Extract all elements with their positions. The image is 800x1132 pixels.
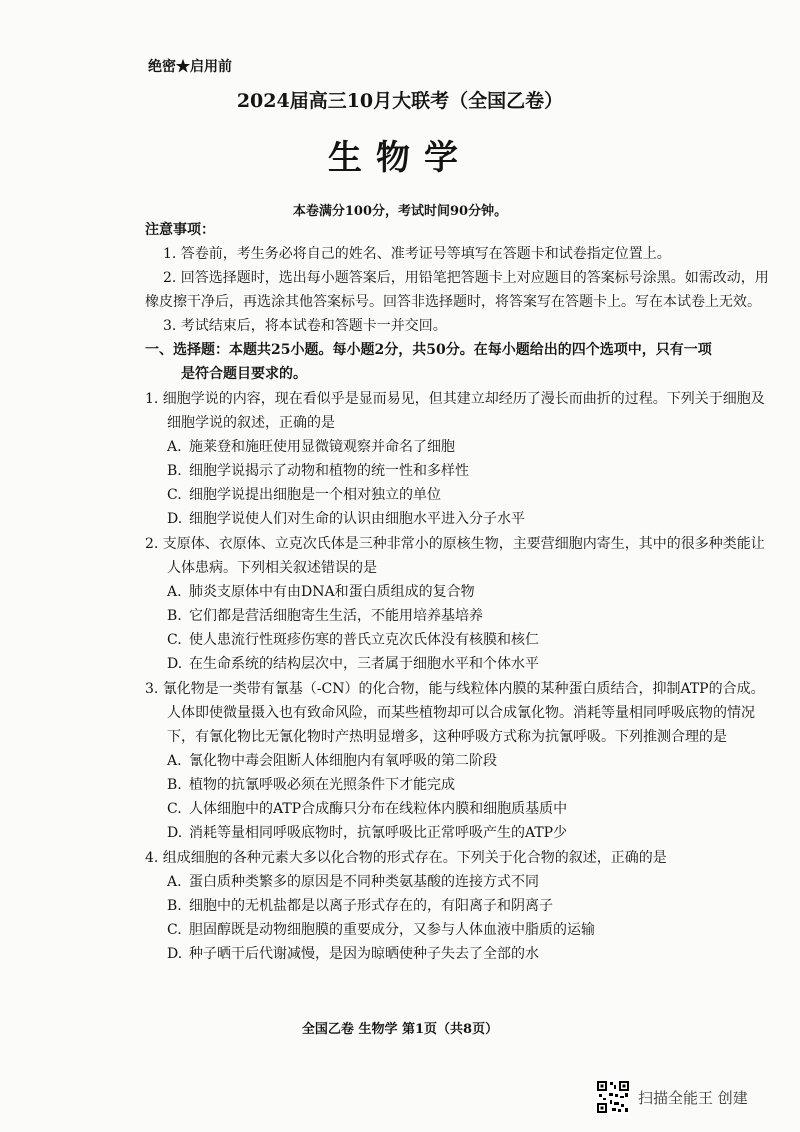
option-b — [145, 604, 770, 628]
option-label: D. — [167, 946, 183, 962]
question-3 — [145, 677, 770, 845]
option-a — [145, 435, 770, 459]
option-label: A. — [167, 753, 182, 769]
notice-item: 3. 考试结束后，将本试卷和答题卡一并交回。 — [163, 318, 447, 334]
notice-item: 1. 答卷前，考生务必将自己的姓名、准考证号等填写在答题卡和试卷指定位置上。 — [163, 246, 671, 262]
notice-heading: 注意事项： — [145, 222, 215, 238]
notice-item: 2. 回答选择题时，选出每小题答案后，用铅笔把答题卡上对应题目的答案标号涂黑。如需改动，用橡皮擦干净后，再选涂其他答案标号。回答非选择题时，将答案写在答题卡上。写在本试卷上无效。 — [145, 270, 769, 310]
section-heading-line: 一、选择题：本题共25小题。每小题2分，共50分。在每小题给出的四个选项中，只有一项 — [145, 342, 712, 358]
option-label: D. — [167, 825, 183, 841]
section-heading-line: 是符合题目要求的。 — [181, 366, 307, 382]
confidential-label: 绝密★启用前 — [148, 59, 232, 75]
option-label: A. — [167, 439, 182, 455]
option-text: 细胞学说提出细胞是一个相对独立的单位 — [189, 487, 441, 503]
option-label: C. — [167, 632, 182, 648]
option-label: D. — [167, 511, 183, 527]
option-a — [145, 580, 770, 604]
option-a — [145, 870, 770, 894]
option-text: 细胞学说使人们对生命的认识由细胞水平进入分子水平 — [189, 511, 525, 527]
option-text: 它们都是营活细胞寄生生活，不能用培养基培养 — [189, 608, 483, 624]
option-c — [145, 918, 770, 942]
question-stem: 3. 氰化物是一类带有氰基（-CN）的化合物，能与线粒体内膜的某种蛋白质结合，抑制ATP的合成。人体即使微量摄入也有致命风险，而某些植物却可以合成氰化物。消耗等量相同呼吸底物的情况下，有氰化物比无氰化物时产热明显增多，这种呼吸方式称为抗氰呼吸。下列推测合理的是 — [145, 681, 765, 745]
option-label: C. — [167, 801, 182, 817]
option-label: B. — [167, 608, 182, 624]
option-text: 种子晒干后代谢减慢，是因为晾晒使种子失去了全部的水 — [189, 946, 539, 962]
option-d — [145, 652, 770, 676]
option-label: B. — [167, 463, 182, 479]
option-label: D. — [167, 656, 183, 672]
question-2 — [145, 532, 770, 676]
qr-code-icon — [596, 1080, 630, 1114]
option-b — [145, 894, 770, 918]
option-label: B. — [167, 777, 182, 793]
option-label: C. — [167, 487, 182, 503]
question-stem: 4. 组成细胞的各种元素大多以化合物的形式存在。下列关于化合物的叙述，正确的是 — [145, 850, 667, 866]
option-text: 氰化物中毒会阻断人体细胞内有氧呼吸的第二阶段 — [189, 753, 497, 769]
question-stem: 1. 细胞学说的内容，现在看似乎是显而易见，但其建立却经历了漫长而曲折的过程。下列关于细胞及细胞学说的叙述，正确的是 — [145, 391, 765, 431]
option-text: 消耗等量相同呼吸底物时，抗氰呼吸比正常呼吸产生的ATP少 — [189, 825, 568, 841]
option-text: 在生命系统的结构层次中，三者属于细胞水平和个体水平 — [189, 656, 539, 672]
option-c — [145, 797, 770, 821]
option-label: A. — [167, 584, 182, 600]
question-stem: 2. 支原体、衣原体、立克次氏体是三种非常小的原核生物，主要营细胞内寄生，其中的很多种类能让人体患病。下列相关叙述错误的是 — [145, 536, 765, 576]
option-c — [145, 483, 770, 507]
notice-block — [145, 218, 770, 338]
option-label: B. — [167, 898, 182, 914]
scanner-watermark — [596, 1080, 748, 1114]
exam-body — [145, 218, 770, 966]
exam-info: 本卷满分100分，考试时间90分钟。 — [292, 204, 508, 219]
option-b — [145, 459, 770, 483]
option-text: 肺炎支原体中有由DNA和蛋白质组成的复合物 — [189, 584, 475, 600]
option-text: 人体细胞中的ATP合成酶只分布在线粒体内膜和细胞质基质中 — [189, 801, 568, 817]
option-label: A. — [167, 874, 182, 890]
exam-title: 2024届高三10月大联考（全国乙卷） — [236, 90, 564, 112]
option-b — [145, 773, 770, 797]
option-text: 植物的抗氰呼吸必须在光照条件下才能完成 — [189, 777, 455, 793]
option-text: 施莱登和施旺使用显微镜观察并命名了细胞 — [189, 439, 455, 455]
option-text: 蛋白质种类繁多的原因是不同种类氨基酸的连接方式不同 — [189, 874, 539, 890]
page-footer: 全国乙卷 生物学 第1页（共8页） — [301, 1022, 499, 1037]
option-d — [145, 507, 770, 531]
option-c — [145, 628, 770, 652]
option-label: C. — [167, 922, 182, 938]
option-text: 胆固醇既是动物细胞膜的重要成分，又参与人体血液中脂质的运输 — [189, 922, 595, 938]
question-1 — [145, 387, 770, 531]
option-text: 细胞学说揭示了动物和植物的统一性和多样性 — [189, 463, 469, 479]
section-heading — [145, 338, 770, 386]
option-d — [145, 821, 770, 845]
scanner-brand: 扫描全能王 创建 — [638, 1088, 748, 1107]
subject-title: 生物学 — [328, 138, 472, 178]
option-d — [145, 942, 770, 966]
option-a — [145, 749, 770, 773]
question-4 — [145, 846, 770, 966]
option-text: 使人患流行性斑疹伤寒的普氏立克次氏体没有核膜和核仁 — [189, 632, 539, 648]
option-text: 细胞中的无机盐都是以离子形式存在的，有阳离子和阴离子 — [189, 898, 553, 914]
